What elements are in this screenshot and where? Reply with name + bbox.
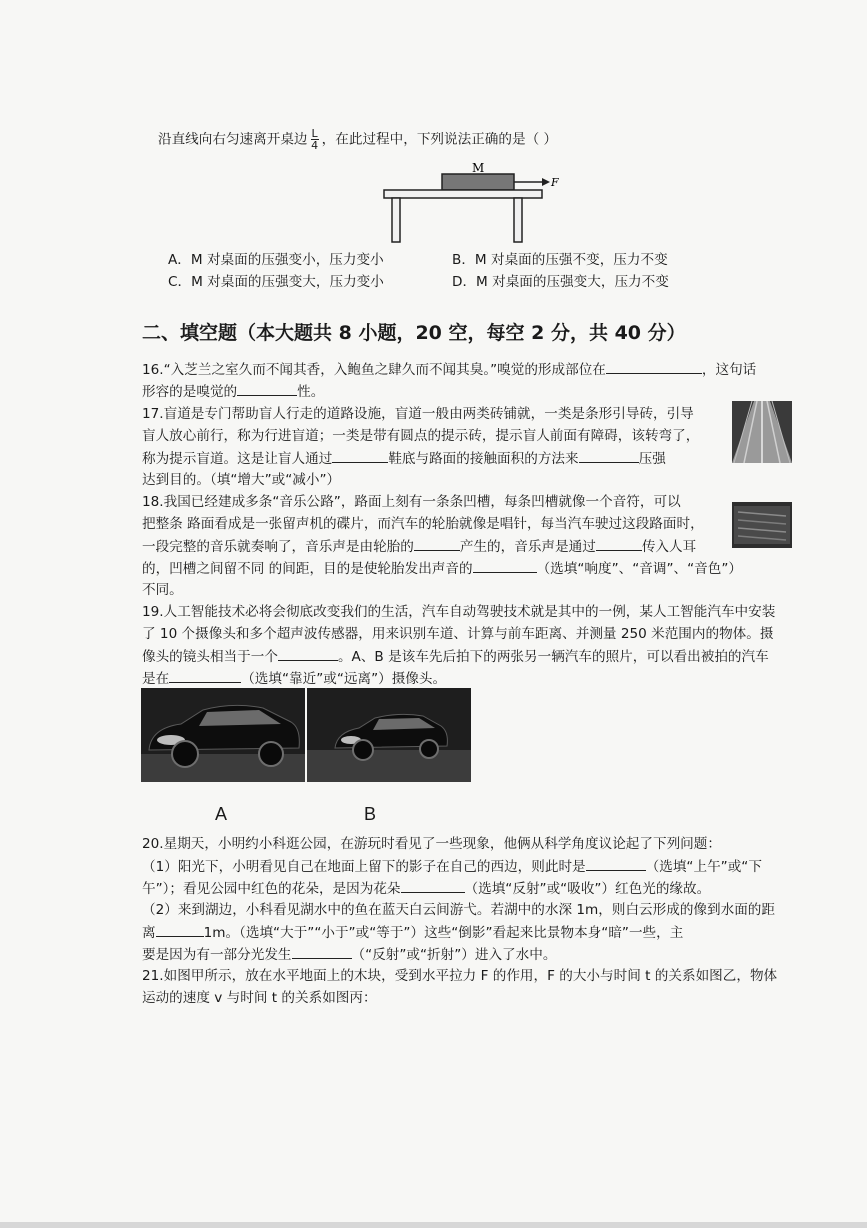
car-photo-a — [141, 688, 305, 782]
answer-blank — [332, 448, 388, 463]
answer-blank — [596, 536, 642, 551]
q16-line2 — [142, 381, 324, 402]
q18-line3: 一段完整的音乐就奏响了，音乐声是由轮胎的 产生的，音乐声是通过 传入人耳 — [142, 536, 696, 557]
q16-text-1b: ，这句话 — [701, 362, 757, 378]
table-block-diagram — [370, 160, 570, 250]
table-top — [384, 190, 542, 198]
q17-line3: 称为提示盲道。这是让盲人通过 鞋底与路面的接触面积的方法来 压强 — [142, 448, 666, 469]
photo-b-label: B — [364, 804, 377, 824]
music-road-photo — [732, 502, 792, 548]
answer-blank — [401, 878, 465, 893]
answer-blank — [169, 668, 241, 683]
q20-line1: 20.星期天，小明约小科逛公园，在游玩时看见了一些现象，他俩从科学角度议论起了下列问题： — [142, 836, 721, 852]
q15-option-b: B．M 对桌面的压强不变，压力不变 — [452, 252, 668, 268]
q15-option-a: A．M 对桌面的压强变小，压力变小 — [168, 252, 384, 268]
q18-line5: 不同。 — [142, 582, 183, 598]
q16-text-2b: 性。 — [297, 384, 325, 400]
table-leg-right — [514, 198, 522, 242]
q16-text-1a: 16.“入芝兰之室久而不闻其香，入鲍鱼之肆久而不闻其臭。”嗅觉的形成部位在 — [142, 362, 606, 378]
force-arrow-head — [542, 178, 550, 186]
q19-line2: 了 10 个摄像头和多个超声波传感器，用来识别车道、计算与前车距离、并测量 250 米范围内的物体。摄 — [142, 626, 774, 642]
q19-line1: 19.人工智能技术必将会彻底改变我们的生活，汽车自动驾驶技术就是其中的一例，某人工智能汽车中安装 — [142, 604, 776, 620]
force-label: F — [551, 176, 559, 189]
q18-line2: 把整条 路面看成是一张留声机的碟片，而汽车的轮胎就像是唱针，每当汽车驶过这段路面时， — [142, 516, 704, 532]
q20-line5: 离 1m。（选填“大于”“小于”或“等于”）这些“倒影”看起来比景物本身“暗”一些，主 — [142, 922, 683, 943]
q18-line1: 18.我国已经建成多条“音乐公路”，路面上刻有一条条凹槽，每条凹槽就像一个音符，可以 — [142, 494, 681, 510]
q17-line1: 17.盲道是专门帮助盲人行走的道路设施，盲道一般由两类砖铺就，一类是条形引导砖，引导 — [142, 406, 694, 422]
q15-option-d: D．M 对桌面的压强变大，压力不变 — [452, 274, 669, 290]
photo-a-label: A — [215, 804, 228, 824]
q20-line2: （1）阳光下，小明看见自己在地面上留下的影子在自己的西边，则此时是 （选填“上午”或“下 — [142, 856, 762, 877]
answer-blank — [579, 448, 639, 463]
q20-line4: （2）来到湖边，小科看见湖水中的鱼在蓝天白云间游弋。若湖中的水深 1m，则白云形成的像到水面的距 — [142, 902, 775, 918]
q20-line3: 午”）；看见公园中红色的花朵，是因为花朵 （选填“反射”或“吸收”）红色光的缘故。 — [142, 878, 710, 899]
fraction-l-over-4: $\frac{L}{4}$ — [311, 127, 319, 152]
table-leg-left — [392, 198, 400, 242]
q16-text-2a: 形容的是嗅觉的 — [142, 384, 238, 400]
q20-line6: 要是因为有一部分光发生 （“反射”或“折射”）进入了水中。 — [142, 944, 556, 965]
answer-blank — [414, 536, 460, 551]
car-photo-b — [307, 688, 471, 782]
q19-line3: 像头的镜头相当于一个 。A、B 是该车先后拍下的两张另一辆汽车的照片，可以看出被拍的汽车 — [142, 646, 769, 667]
answer-blank — [473, 558, 537, 573]
q21-line1: 21.如图甲所示，放在水平地面上的木块，受到水平拉力 F 的作用，F 的大小与时间 t 的关系如图乙，物体 — [142, 968, 778, 984]
answer-blank — [278, 646, 338, 661]
block-m-label: M — [472, 161, 485, 175]
block-m — [442, 174, 514, 190]
scan-edge — [0, 1222, 867, 1228]
q15-option-c: C．M 对桌面的压强变大，压力变小 — [168, 274, 384, 290]
q19-line4: 是在 （选填“靠近”或“远离”）摄像头。 — [142, 668, 446, 689]
q17-line4: 达到目的。（填“增大”或“减小”） — [142, 472, 341, 488]
q21-line2: 运动的速度 v 与时间 t 的关系如图丙： — [142, 990, 377, 1006]
section-heading: 二、填空题（本大题共 8 小题，20 空，每空 2 分，共 40 分） — [142, 322, 686, 344]
q18-line4: 的，凹槽之间留不同 的间距，目的是使轮胎发出声音的 （选填“响度”、“音调”、“音色”） — [142, 558, 742, 579]
q16-line1 — [142, 359, 756, 380]
q15-stem-before: 沿直线向右匀速离开桌边 — [158, 131, 308, 148]
q17-line2: 盲人放心前行，称为行进盲道；一类是带有圆点的提示砖，提示盲人前面有障碍，该转弯了， — [142, 428, 700, 444]
q15-stem — [158, 128, 557, 151]
answer-blank — [586, 856, 646, 871]
answer-blank — [237, 381, 297, 396]
answer-blank — [292, 944, 352, 959]
answer-blank — [156, 922, 204, 937]
answer-blank — [606, 359, 702, 374]
tactile-paving-photo — [732, 401, 792, 463]
q15-stem-after: ，在此过程中，下列说法正确的是（ ） — [321, 131, 558, 148]
